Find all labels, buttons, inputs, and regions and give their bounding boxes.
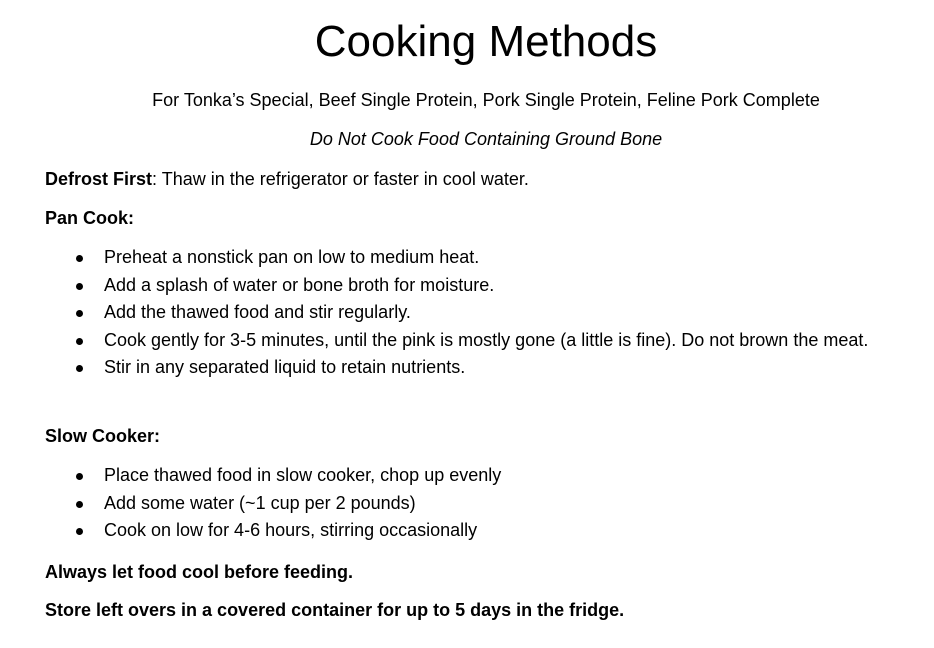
- bullet-icon: [76, 255, 83, 262]
- bullet-icon: [76, 501, 83, 508]
- pan-cook-steps: [0, 244, 934, 382]
- defrost-text: : Thaw in the refrigerator or faster in cool water.: [152, 169, 529, 189]
- defrost-label: Defrost First: [45, 169, 153, 189]
- slow-cooker-heading: Slow Cooker:: [45, 426, 161, 446]
- list-item: [0, 462, 934, 490]
- step-text: Add a splash of water or bone broth for moisture.: [104, 274, 495, 295]
- bullet-icon: [76, 365, 83, 372]
- page-title: Cooking Methods: [314, 17, 658, 66]
- bullet-icon: [76, 338, 83, 345]
- list-item: [0, 327, 934, 355]
- step-text: Cook on low for 4-6 hours, stirring occasionally: [104, 520, 478, 541]
- store-note: Store left overs in a covered container for up to 5 days in the fridge.: [45, 600, 625, 620]
- list-item: [0, 517, 934, 545]
- slow-cooker-steps: [0, 462, 934, 545]
- list-item: [0, 299, 934, 327]
- subtitle: For Tonka’s Special, Beef Single Protein, Pork Single Protein, Feline Pork Complete: [152, 90, 820, 110]
- bullet-icon: [76, 310, 83, 317]
- bullet-icon: [76, 283, 83, 290]
- list-item: [0, 272, 934, 300]
- cool-note: Always let food cool before feeding.: [45, 562, 354, 582]
- step-text: Add some water (~1 cup per 2 pounds): [104, 492, 416, 513]
- defrost-paragraph: [45, 168, 529, 190]
- bullet-icon: [76, 528, 83, 535]
- bullet-icon: [76, 473, 83, 480]
- step-text: Place thawed food in slow cooker, chop up evenly: [104, 465, 502, 485]
- step-text: Cook gently for 3-5 minutes, until the pink is mostly gone (a little is fine). Do not brown the meat.: [104, 329, 869, 350]
- step-text: Stir in any separated liquid to retain nutrients.: [104, 357, 466, 378]
- list-item: [0, 354, 934, 382]
- pan-cook-heading: Pan Cook:: [45, 208, 135, 228]
- step-text: Preheat a nonstick pan on low to medium heat.: [104, 247, 480, 267]
- list-item: [0, 490, 934, 518]
- list-item: [0, 244, 934, 272]
- warning-text: Do Not Cook Food Containing Ground Bone: [309, 129, 663, 149]
- step-text: Add the thawed food and stir regularly.: [104, 302, 411, 323]
